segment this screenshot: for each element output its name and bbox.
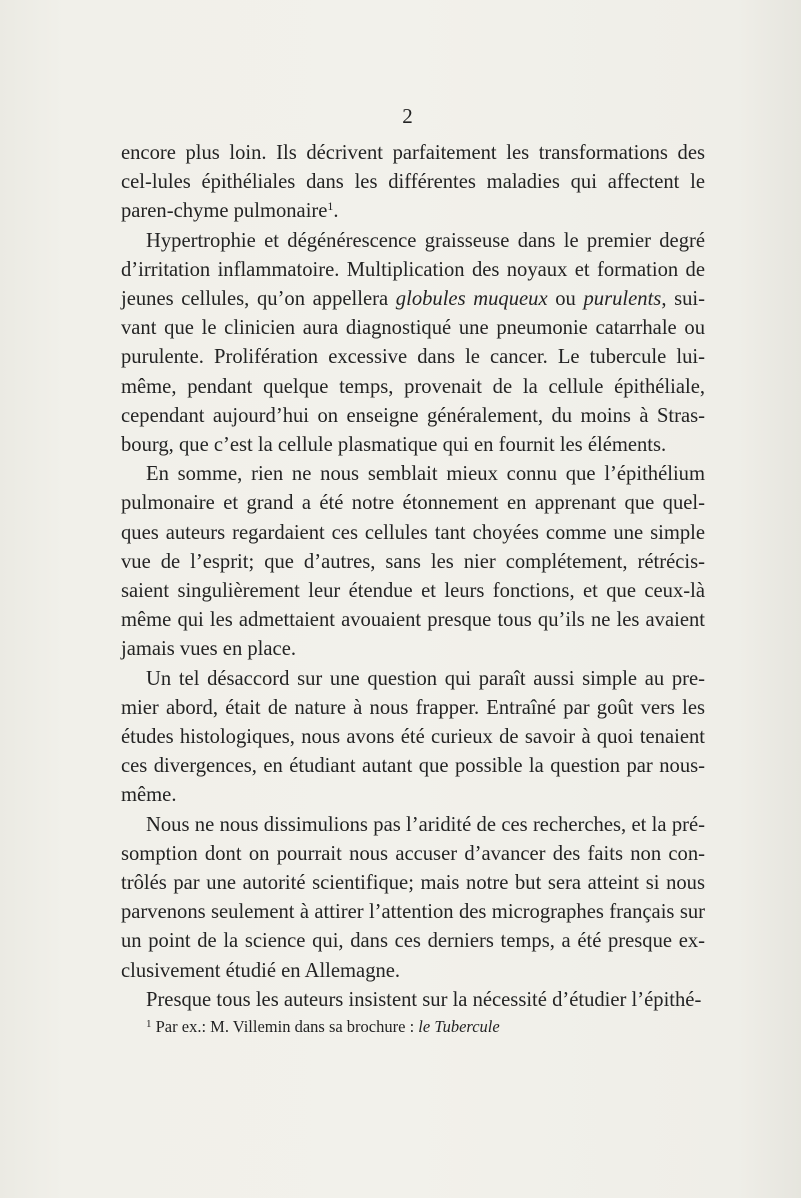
paragraph-5: Nous ne nous dissimulions pas l’aridité de ces recherches, et la pré-somption dont on pourrait nous accuser d’avancer des faits non con-trôlés par une autorité scientifique; mais notre but sera atteint si nous parvenons seulement à attirer l’attention des micrographes français sur un point de la science qui, dans ces derniers temps, a été presque ex-clusivement étudié en Allemagne. bbox=[121, 813, 705, 982]
paragraph-2-middle: ou bbox=[547, 288, 584, 311]
italic-term-purulents: purulents bbox=[583, 288, 662, 311]
paragraph-3: En somme, rien ne nous semblait mieux connu que l’épithélium pulmonaire et grand a été notre étonnement en apprenant que quel-ques auteurs regardaient ces cellules tant choyées comme une simple vue de l’esprit; que d’autres, sans les nier complétement, rétrécis-saient singulièrement leur étendue et leurs fonctions, et que ceux-là même qui les admettaient avouaient presque tous qu’ils ne les avaient jamais vues en place. bbox=[121, 463, 705, 661]
italic-term-globules: globules muqueux bbox=[395, 288, 548, 311]
footnote-mark: 1 bbox=[146, 1018, 152, 1030]
paragraph-2 bbox=[121, 227, 705, 461]
paragraph-6: Presque tous les auteurs insistent sur la nécessité d’étudier l’épithé- bbox=[146, 988, 702, 1011]
footnote-text: Par ex.: M. Villemin dans sa brochure : bbox=[151, 1017, 419, 1036]
paragraph-2-before: Hypertrophie et dégénérescence graisseuse dans le premier degré d’irritation inflammatoire. Multiplication des noyaux et formation de jeunes cellules, qu’on appellera bbox=[121, 229, 705, 311]
paragraph-2-after: , sui-vant que le clinicien aura diagnostiqué une pneumonie catarrhale ou purulente. Prolifération excessive dans le cancer. Le tubercule lui-même, pendant quelque temps, provenait de la cellule épithéliale, cependant aujourd’hui on enseigne généralement, du moins à Stras-bourg, que c’est la cellule plasmatique qui en fournit les éléments. bbox=[121, 288, 706, 457]
footnote-italic-title: le Tubercule bbox=[418, 1017, 500, 1036]
paragraph-1 bbox=[121, 139, 705, 227]
footnote bbox=[146, 1016, 706, 1038]
page-number: 2 bbox=[402, 104, 413, 128]
footnote-reference: 1 bbox=[327, 199, 334, 214]
body-text bbox=[121, 139, 705, 1015]
paragraph-1-end: . bbox=[333, 200, 339, 223]
paragraph-1-text: encore plus loin. Ils décrivent parfaitement les transformations des cel-lules épithéliales dans les différentes maladies qui affectent le paren-chyme pulmonaire bbox=[121, 142, 705, 223]
paragraph-4: Un tel désaccord sur une question qui paraît aussi simple au pre-mier abord, était de nature à nous frapper. Entraîné par goût vers les études histologiques, nous avons été curieux de savoir à quoi tenaient ces divergences, en étudiant autant que possible la question par nous-même. bbox=[121, 667, 705, 807]
